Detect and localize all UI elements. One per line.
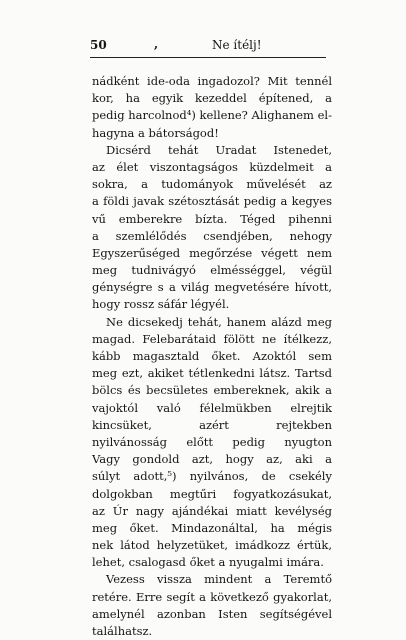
text-line: lehet, csalogasd őket a nyugalmi imára. (92, 555, 324, 570)
text-line: hagyna a bátorságod! (92, 125, 219, 140)
text-line: Egyszerűséged megőrzése végett nem (92, 245, 332, 260)
text-line: súlyt adott,⁵) nyilvános, de csekély (92, 469, 332, 484)
text-line: nyilvánosság előtt pedig nyugton (92, 434, 332, 449)
text-line: dolgokban megtűri fogyatkozásukat, (92, 486, 332, 501)
text-line: vajoktól való félelmükben elrejtik (92, 400, 332, 415)
text-line: hogy rossz sáfár légyél. (92, 297, 230, 312)
text-line: Dicsérd tehát Uradat Istenedet, (106, 142, 332, 157)
text-line: a szemlélődés csendjében, nehogy (92, 228, 332, 243)
text-line: Vagy gondold azt, hogy az, aki a (92, 452, 332, 467)
text-line: az élet viszontagságos küzdelmeit a (92, 159, 332, 174)
text-line: kor, ha egyik kezeddel építened, a (92, 91, 332, 106)
page-number: 50 (90, 38, 107, 52)
header-mark: , (154, 37, 159, 51)
text-line: amelynél azonban Isten segítségével (92, 606, 332, 621)
text-line: génységre s a világ megvetésére hívott, (92, 280, 332, 295)
text-line: pedig harcolnod⁴) kellene? Alighanem el- (92, 108, 332, 123)
text-line: Ne dicsekedj tehát, hanem alázd meg (106, 314, 332, 329)
body-text (92, 73, 332, 640)
text-line: a földi javak szétosztását pedig a kegyes (92, 194, 332, 209)
text-line: retére. Erre segít a következő gyakorlat, (92, 589, 332, 604)
text-line: találhatsz. (92, 624, 153, 638)
header-rule (90, 57, 326, 58)
page-header (90, 38, 328, 56)
text-line: az Úr nagy ajándékai miatt kevélység (92, 503, 332, 518)
text-line: bölcs és becsületes embereknek, akik a (92, 383, 332, 398)
text-line: sokra, a tudományok művelését az (92, 177, 332, 192)
text-line: kincsüket, azért rejtekben (92, 417, 332, 432)
text-line: kább magasztald őket. Azoktól sem (92, 349, 332, 363)
text-line: nádként ide-oda ingadozol? Mit tennél (92, 74, 332, 88)
running-head: Ne ítélj! (212, 38, 262, 52)
text-line: meg őket. Mindazonáltal, ha mégis (92, 520, 332, 535)
text-line: Vezess vissza mindent a Teremtő (106, 572, 332, 587)
text-line: nek látod helyzetüket, imádkozz értük, (92, 538, 332, 553)
text-line: meg tudnivágyó elmésséggel, végül (92, 263, 332, 278)
text-line: meg ezt, akiket tétlenkedni látsz. Tartsd (92, 366, 332, 381)
text-line: magad. Felebarátaid fölött ne ítélkezz, (92, 331, 332, 346)
text-line: vű emberekre bízta. Téged pihenni (92, 211, 332, 226)
